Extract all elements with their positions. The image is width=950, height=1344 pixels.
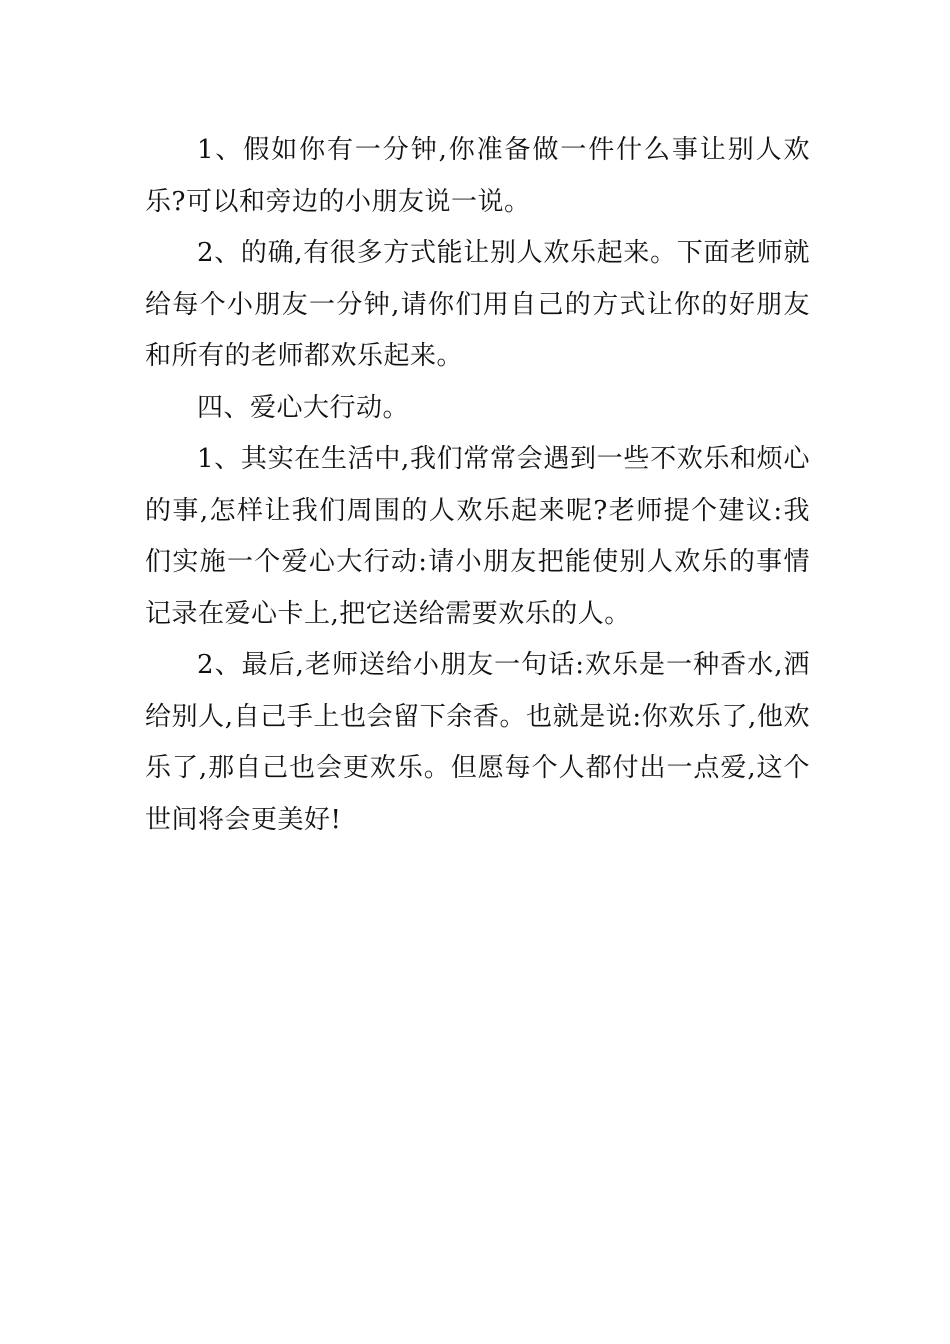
paragraph-4: 2、最后,老师送给小朋友一句话:欢乐是一种香水,洒给别人,自己手上也会留下余香。也就是说:你欢乐了,他欢乐了,那自己也会更欢乐。但愿每个人都付出一点爱,这个世间将会更美好! [145,650,810,835]
document-body [145,125,810,846]
paragraph-1: 1、假如你有一分钟,你准备做一件什么事让别人欢乐?可以和旁边的小朋友说一说。 [145,135,810,217]
section-heading-love-action: 四、爱心大行动。 [197,392,410,423]
paragraph-3: 1、其实在生活中,我们常常会遇到一些不欢乐和烦心的事,怎样让我们周围的人欢乐起来呢?老师提个建议:我们实施一个爱心大行动:请小朋友把能使别人欢乐的事情记录在爱心卡上,把它送给需要欢乐的人。 [145,444,810,629]
paragraph-2: 2、的确,有很多方式能让别人欢乐起来。下面老师就给每个小朋友一分钟,请你们用自己的方式让你的好朋友和所有的老师都欢乐起来。 [145,238,810,371]
